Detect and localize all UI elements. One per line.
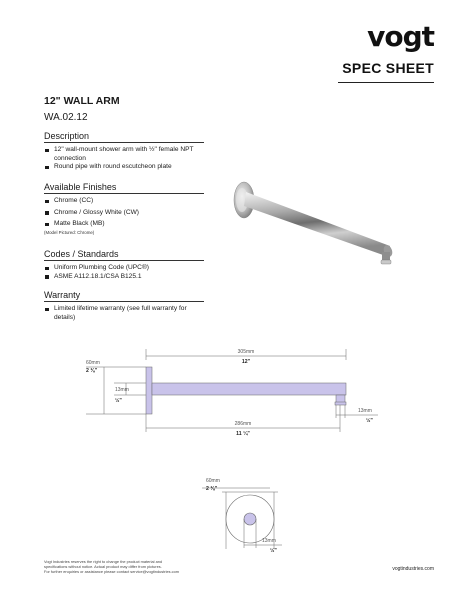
pipe-mm-label: 13mm bbox=[115, 387, 129, 393]
front-pipe-in-label: ½" bbox=[270, 548, 277, 554]
product-title: 12" WALL ARM bbox=[44, 95, 120, 107]
front-plate-in-label: 2 ⅜" bbox=[206, 486, 218, 492]
front-pipe-circle bbox=[244, 513, 256, 525]
list-item: 12" wall-mount shower arm with ½" female NPT connection bbox=[44, 146, 204, 163]
front-pipe-mm-label: 13mm bbox=[262, 538, 276, 544]
list-item: Chrome (CC) bbox=[44, 197, 204, 206]
outlet-in-label: ½" bbox=[366, 418, 373, 424]
disclaimer-line: specifications without notice. Actual product may differ from pictures. bbox=[44, 564, 162, 569]
list-item: Round pipe with round escutcheon plate bbox=[44, 163, 204, 172]
overall-in-label: 12" bbox=[241, 359, 251, 365]
disclaimer-line: Vogt Industries reserves the right to change the product material and bbox=[44, 559, 163, 564]
escutcheon-plate bbox=[146, 367, 152, 414]
pipe-body bbox=[152, 383, 346, 395]
outlet-mm-label: 13mm bbox=[358, 408, 372, 414]
finishes-heading: Available Finishes bbox=[44, 182, 204, 194]
plate-mm-label: 60mm bbox=[86, 360, 100, 366]
length-in-label: 11 ¼" bbox=[236, 431, 250, 437]
front-plate-mm-label: 60mm bbox=[206, 478, 220, 484]
plate-in-label: 2 ⅜" bbox=[86, 368, 98, 374]
footer-disclaimer bbox=[44, 559, 244, 574]
website-link[interactable]: vogtindustries.com bbox=[392, 566, 434, 572]
disclaimer-line: For further enquiries or assistance please contact service@vogtindustries.com bbox=[44, 569, 179, 574]
warranty-heading: Warranty bbox=[44, 290, 204, 302]
description-heading: Description bbox=[44, 131, 204, 143]
overall-mm-label: 305mm bbox=[237, 349, 255, 355]
product-code: WA.02.12 bbox=[44, 112, 88, 123]
finishes-note: (Model Pictured: Chrome) bbox=[44, 229, 95, 235]
list-item: Limited lifetime warranty (see full warranty for details) bbox=[44, 305, 204, 322]
list-item: Uniform Plumbing Code (UPC®) bbox=[44, 264, 204, 273]
pipe-in-label: ½" bbox=[115, 398, 122, 404]
list-item: ASME A112.18.1/CSA B125.1 bbox=[44, 273, 204, 282]
codes-heading: Codes / Standards bbox=[44, 249, 204, 261]
spec-sheet-heading: SPEC SHEET bbox=[342, 60, 434, 76]
length-mm-label: 286mm bbox=[234, 421, 252, 427]
list-item: Matte Black (MB) bbox=[44, 220, 204, 229]
brand-logo: vogt bbox=[367, 20, 434, 53]
list-item: Chrome / Glossy White (CW) bbox=[44, 209, 204, 218]
